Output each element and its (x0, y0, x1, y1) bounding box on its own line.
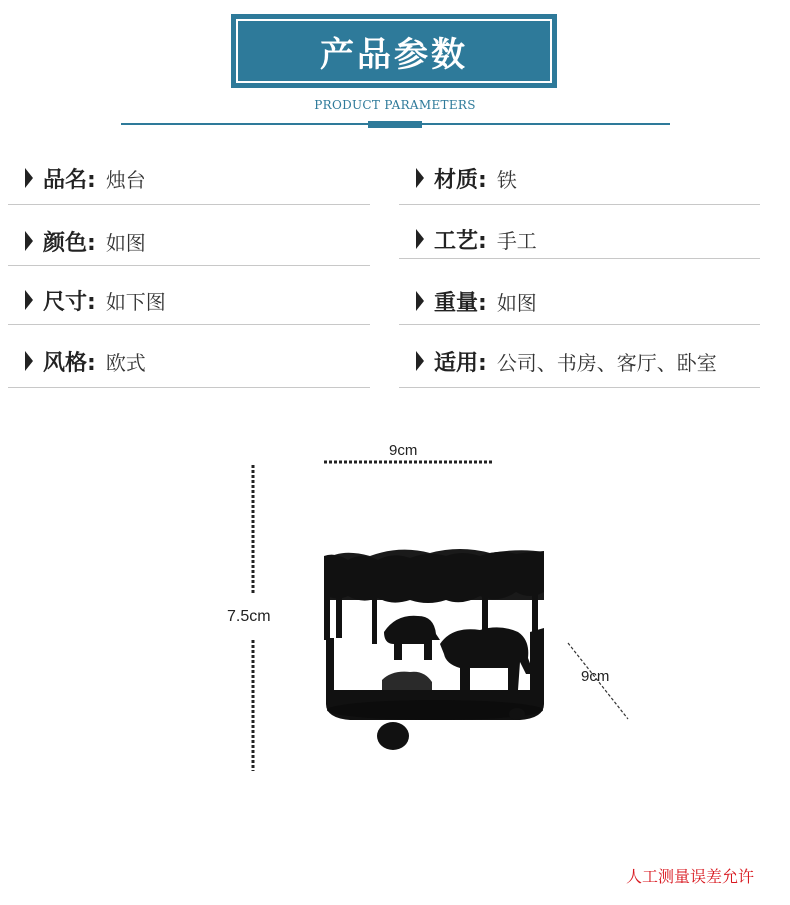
param-value: 如下图 (105, 289, 166, 314)
width-label: 9cm (389, 442, 418, 459)
param-value: 欧式 (105, 350, 146, 375)
candle-holder-image (324, 549, 544, 750)
measurement-note: 人工测量误差允许 (626, 867, 755, 886)
param-value: 如图 (105, 230, 146, 255)
param-label: 品名: (43, 167, 96, 193)
page-title: 产品参数 (320, 34, 468, 75)
param-label: 工艺: (434, 228, 487, 254)
param-label: 风格: (43, 350, 96, 376)
param-value: 公司、书房、客厅、卧室 (496, 350, 717, 375)
param-value: 如图 (496, 290, 537, 315)
param-label: 颜色: (43, 230, 96, 256)
param-value: 烛台 (105, 167, 146, 192)
page-subtitle: PRODUCT PARAMETERS (314, 98, 476, 112)
height-label: 7.5cm (227, 608, 271, 625)
param-value: 铁 (496, 167, 517, 192)
depth-label: 9cm (581, 668, 610, 685)
param-value: 手工 (496, 228, 537, 253)
param-label: 材质: (434, 167, 487, 193)
param-label: 尺寸: (43, 289, 96, 315)
param-label: 适用: (434, 350, 487, 376)
param-label: 重量: (434, 290, 487, 316)
